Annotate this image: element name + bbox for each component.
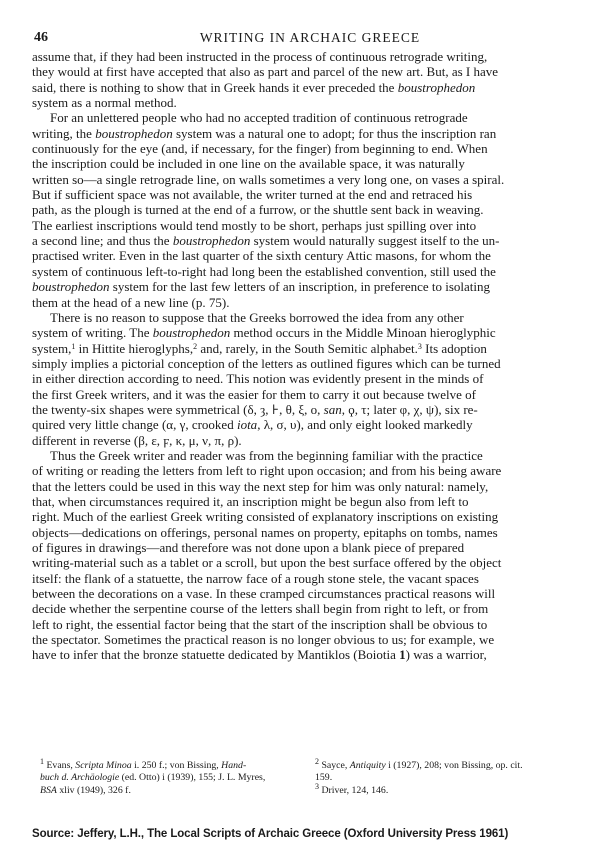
footnote-line: $^2$ Sayce, Antiquity i (1927), 208; von Bissing, op. cit. [315, 757, 523, 771]
text-line: of figures in drawings—and therefore was not done upon a blank piece of prepared [32, 540, 465, 555]
text-line: There is no reason to suppose that the Greeks borrowed the idea from any other [50, 309, 464, 325]
footnote-line: BSA xliv (1949), 326 f. [40, 784, 131, 796]
footnote-line: buch d. Archäologie (ed. Otto) i (1939), 155; J. L. Myres, [40, 772, 266, 784]
paragraph [32, 49, 586, 110]
text-line: them at the head of a new line (p. 75). [32, 294, 230, 310]
page-header [34, 30, 586, 48]
footnotes-right-column [315, 757, 585, 797]
text-line: the twenty-six shapes were symmetrical (δ, ȝ, ⊦, θ, ξ, ο, san, ϙ, τ; later φ, χ, ψ), six re- [32, 401, 478, 417]
text-line: the first Greek writers, and it was the easier for them to carry it out because twelve of [32, 386, 476, 402]
text-line: the inscription could be included in one line on the available space, it was naturally [32, 156, 465, 172]
text-line: different in reverse (β, ε, ϝ, κ, μ, ν, π, ρ). [32, 432, 242, 448]
text-line: boustrophedon system for the last few letters of an inscription, in preference to isolating [32, 279, 491, 295]
text-line: system of writing. The boustrophedon method occurs in the Middle Minoan hieroglyphic [32, 325, 496, 341]
text-line: left to right, the essential factor being that the start of the inscription shall be obvious to [32, 616, 488, 632]
text-line: quired very little change (α, γ, crooked iota, λ, σ, υ), and only eight looked markedly [32, 417, 473, 433]
footnotes-left-column [40, 757, 290, 797]
text-line: that, when circumstances required it, an inscription might be begun also from left to [32, 493, 469, 509]
text-line: system as a normal method. [32, 95, 177, 111]
page-number: 46 [34, 30, 48, 45]
text-line: For an unlettered people who had no accepted tradition of continuous retrograde [50, 110, 468, 126]
body-text [32, 49, 586, 663]
text-line: a second line; and thus the boustrophedon system would naturally suggest itself to the un- [32, 233, 500, 249]
source-caption: Source: Jeffery, L.H., The Local Scripts of Archaic Greece (Oxford University Press 1961) [32, 828, 509, 840]
paragraph [32, 448, 586, 663]
text-line: simply implies a pictorial conception of the letters as outlined figures which can be turned [32, 355, 501, 371]
text-line: practised writer. Even in the last quarter of the sixth century Attic masons, for whom the [32, 248, 491, 264]
text-line: the spectator. Sometimes the practical reason is no longer obvious to us; for example, we [32, 632, 495, 648]
text-line: Thus the Greek writer and reader was from the beginning familiar with the practice [50, 447, 483, 463]
footnote-line: $^1$ Evans, Scripta Minoa i. 250 f.; von Bissing, Hand- [40, 757, 247, 771]
text-line: continuously for the eye (and, if necessary, for the finger) from beginning to end. When [32, 141, 488, 157]
text-line: that the letters could be used in this way the next step for him was only natural: namely, [32, 478, 489, 494]
text-line: between the decorations on a vase. In these cramped circumstances practical reasons will [32, 586, 496, 602]
text-line: written so—a single retrograde line, on walls sometimes a very long one, on vases a spiral. [32, 171, 505, 187]
text-line: system of continuous left-to-right had long been the established convention, still used the [32, 263, 496, 279]
paragraph [32, 310, 586, 448]
text-line: in either direction according to need. This notion was evidently present in the minds of [32, 371, 484, 387]
text-line: system,$^1$ in Hittite hieroglyphs,$^2$ and, rarely, in the South Semitic alphabet.$^3$ Its adoption [32, 340, 487, 356]
footnote-line: 159. [315, 772, 333, 784]
text-line: The earliest inscriptions would tend mostly to be short, perhaps just spilling over into [32, 217, 477, 233]
text-line: itself: the flank of a statuette, the narrow face of a rough stone stele, the vacant spaces [32, 570, 479, 586]
running-title: WRITING IN ARCHAIC GREECE [199, 30, 421, 45]
text-line: they would at first have accepted that also as part and parcel of the new art. But, as I have [32, 64, 499, 80]
text-line: decide whether the serpentine course of the letters shall begin from right to left, or from [32, 601, 489, 617]
footnote-line: $^3$ Driver, 124, 146. [315, 781, 389, 796]
text-line: objects—dedications on offerings, personal names on property, epitaphs on tombs, names [32, 524, 498, 540]
text-line: writing-material such as a tablet or a scroll, but upon the best surface offered by the object [32, 555, 502, 571]
text-line: assume that, if they had been instructed in the process of continuous retrograde writing, [32, 49, 488, 64]
text-line: writing, the boustrophedon system was a natural one to adopt; for thus the inscription ran [32, 125, 497, 141]
text-line: have to infer that the bronze statuette dedicated by Mantiklos (Boiotia 1) was a warrior, [32, 647, 487, 663]
text-line: right. Much of the earliest Greek writing consisted of explanatory inscriptions on existing [32, 509, 499, 525]
text-line: of writing or reading the letters from left to right upon occasion; and from his being aware [32, 463, 502, 479]
text-line: said, there is nothing to show that in Greek hands it ever preceded the boustrophedon [32, 79, 476, 95]
paragraph [32, 110, 586, 309]
text-line: But if sufficient space was not available, the writer turned at the end and retraced his [32, 187, 473, 203]
text-line: path, as the plough is turned at the end of a furrow, or the shuttle sent back in weaving. [32, 202, 484, 218]
